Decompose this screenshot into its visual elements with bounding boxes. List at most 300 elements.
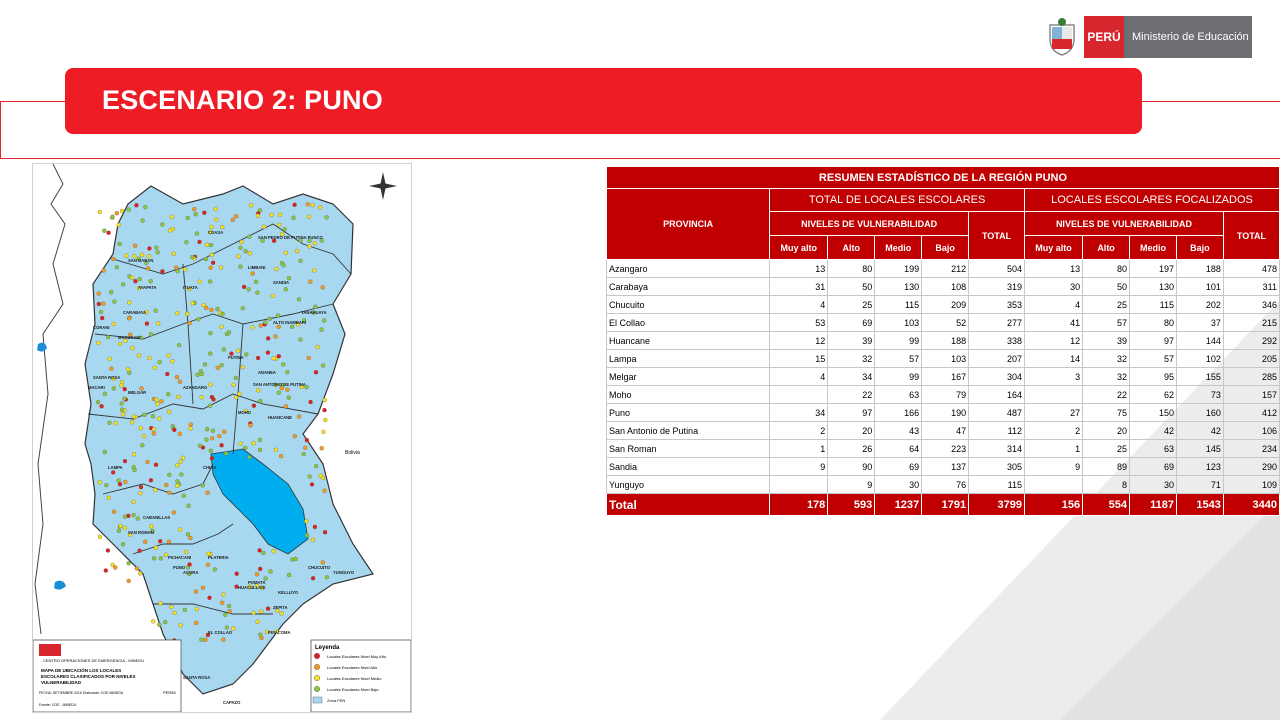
school-marker	[118, 482, 122, 486]
school-marker	[142, 413, 146, 417]
school-marker	[243, 446, 247, 450]
school-marker	[240, 240, 244, 244]
school-marker	[322, 430, 326, 434]
school-marker	[108, 421, 112, 425]
map-place-label: SAN PEDRO DE PUTINA PUNCO	[258, 235, 323, 240]
value-cell: 197	[1130, 260, 1177, 278]
school-marker	[187, 504, 191, 508]
map-place-label: HUACULLANI	[238, 585, 266, 590]
school-marker	[277, 325, 281, 329]
school-marker	[305, 438, 309, 442]
school-marker	[132, 415, 136, 419]
school-marker	[154, 246, 158, 250]
table-body	[607, 260, 1280, 516]
value-cell: 25	[828, 296, 875, 314]
school-marker	[154, 463, 158, 467]
map-place-label: YUNGUYO	[333, 570, 355, 575]
school-marker	[133, 244, 137, 248]
school-marker	[146, 460, 150, 464]
value-cell: 63	[1130, 440, 1177, 458]
level-medio: Medio	[875, 236, 922, 260]
school-marker	[258, 448, 262, 452]
school-marker	[139, 426, 143, 430]
value-cell: 69	[875, 458, 922, 476]
school-marker	[102, 229, 106, 233]
value-cell: 42	[1176, 422, 1223, 440]
school-marker	[274, 267, 278, 271]
school-marker	[281, 362, 285, 366]
value-cell: 50	[828, 278, 875, 296]
school-marker	[249, 423, 253, 427]
school-marker	[99, 310, 103, 314]
school-marker	[123, 387, 127, 391]
school-marker	[158, 360, 162, 364]
school-marker	[167, 353, 171, 357]
school-marker	[293, 203, 297, 207]
school-marker	[200, 395, 204, 399]
value-cell: 89	[1083, 458, 1130, 476]
value-cell: 285	[1223, 368, 1279, 386]
school-marker	[235, 572, 239, 576]
province-cell: El Collao	[607, 314, 770, 332]
school-marker	[157, 623, 161, 627]
school-marker	[210, 456, 214, 460]
value-cell: 13	[770, 260, 828, 278]
school-marker	[188, 563, 192, 567]
value-cell: 1791	[922, 494, 969, 516]
map-place-label: PICHACANI	[168, 555, 192, 560]
school-marker	[310, 482, 314, 486]
school-marker	[166, 392, 170, 396]
school-marker	[98, 535, 102, 539]
school-marker	[194, 212, 198, 216]
school-marker	[156, 321, 160, 325]
value-cell: 290	[1223, 458, 1279, 476]
table-row	[607, 404, 1280, 422]
school-marker	[123, 459, 127, 463]
school-marker	[134, 203, 138, 207]
school-marker	[274, 448, 278, 452]
school-marker	[154, 546, 158, 550]
map-info-code: PER65	[163, 690, 176, 695]
school-marker	[143, 540, 147, 544]
value-cell: 30	[1130, 476, 1177, 494]
map-place-label: ZEPITA	[273, 605, 288, 610]
school-marker	[201, 483, 205, 487]
school-marker	[182, 494, 186, 498]
school-marker	[238, 392, 242, 396]
school-marker	[223, 613, 227, 617]
school-marker	[109, 367, 113, 371]
map-place-label: LIMBANI	[248, 265, 266, 270]
school-marker	[277, 391, 281, 395]
school-marker	[271, 294, 275, 298]
level-alto: Alto	[828, 236, 875, 260]
map-place-label: AZANGARO	[183, 385, 208, 390]
value-cell: 63	[875, 386, 922, 404]
school-marker	[175, 463, 179, 467]
school-marker	[323, 408, 327, 412]
school-marker	[325, 215, 329, 219]
value-cell: 188	[922, 332, 969, 350]
school-marker	[208, 382, 212, 386]
province-cell: Puno	[607, 404, 770, 422]
school-marker	[248, 235, 252, 239]
school-marker	[309, 400, 313, 404]
value-cell: 41	[1024, 314, 1082, 332]
value-cell: 43	[875, 422, 922, 440]
value-cell: 304	[969, 368, 1025, 386]
value-cell: 25	[1083, 296, 1130, 314]
school-marker	[97, 292, 101, 296]
legend-title: Leyenda	[315, 645, 340, 651]
school-marker	[117, 529, 121, 533]
value-cell: 20	[828, 422, 875, 440]
logo-ministry: Ministerio de Educación	[1124, 16, 1252, 58]
school-marker	[285, 388, 289, 392]
school-marker	[210, 225, 214, 229]
school-marker	[209, 266, 213, 270]
school-marker	[115, 265, 119, 269]
value-cell: 145	[1176, 440, 1223, 458]
school-marker	[278, 213, 282, 217]
school-marker	[107, 231, 111, 235]
school-marker	[103, 392, 107, 396]
value-cell: 25	[1083, 440, 1130, 458]
table-row	[607, 278, 1280, 296]
school-marker	[251, 272, 255, 276]
school-marker	[152, 432, 156, 436]
school-marker	[219, 266, 223, 270]
school-marker	[234, 376, 238, 380]
map-place-label: COASA	[208, 230, 224, 235]
school-marker	[297, 297, 301, 301]
map-place-label: SAN GABAN	[128, 258, 154, 263]
school-marker	[153, 366, 157, 370]
value-cell: 90	[828, 458, 875, 476]
value-cell: 15	[770, 350, 828, 368]
school-marker	[323, 530, 327, 534]
school-marker	[211, 261, 215, 265]
school-marker	[155, 398, 159, 402]
school-marker	[130, 276, 134, 280]
school-marker	[283, 227, 287, 231]
school-marker	[234, 395, 238, 399]
stats-table	[606, 166, 1280, 516]
table-row	[607, 476, 1280, 494]
map-info-title-1: MAPA DE UBICACIÓN LOS LOCALES	[41, 668, 122, 673]
school-marker	[127, 301, 131, 305]
school-marker	[107, 496, 111, 500]
table-row	[607, 368, 1280, 386]
school-marker	[167, 473, 171, 477]
level-muy-alto-focal: Muy alto	[1024, 236, 1082, 260]
school-marker	[147, 356, 151, 360]
school-marker	[106, 335, 110, 339]
school-marker	[213, 568, 217, 572]
school-marker	[307, 215, 311, 219]
school-marker	[178, 380, 182, 384]
school-marker	[145, 322, 149, 326]
school-marker	[311, 538, 315, 542]
school-marker	[249, 203, 253, 207]
school-marker	[177, 343, 181, 347]
school-marker	[263, 320, 267, 324]
value-cell: 554	[1083, 494, 1130, 516]
puno-map-svg	[33, 164, 411, 712]
value-cell: 9	[1024, 458, 1082, 476]
school-marker	[313, 525, 317, 529]
school-marker	[297, 415, 301, 419]
value-cell: 69	[828, 314, 875, 332]
school-marker	[165, 372, 169, 376]
map-place-label: CABANILLAS	[143, 515, 171, 520]
school-marker	[276, 314, 280, 318]
school-marker	[307, 356, 311, 360]
school-marker	[130, 346, 134, 350]
school-marker	[155, 402, 159, 406]
school-marker	[201, 586, 205, 590]
value-cell: 209	[922, 296, 969, 314]
school-marker	[221, 638, 225, 642]
value-cell	[770, 476, 828, 494]
school-marker	[247, 455, 251, 459]
value-cell: 13	[1024, 260, 1082, 278]
school-marker	[139, 485, 143, 489]
school-marker	[183, 608, 187, 612]
province-cell: Melgar	[607, 368, 770, 386]
school-marker	[208, 331, 212, 335]
school-marker	[181, 456, 185, 460]
value-cell: 188	[1176, 260, 1223, 278]
school-marker	[291, 216, 295, 220]
school-marker	[294, 557, 298, 561]
value-cell: 157	[1223, 386, 1279, 404]
school-marker	[256, 388, 260, 392]
legend-label: Locales Escolares Nivel Alto	[327, 665, 378, 670]
value-cell: 20	[1083, 422, 1130, 440]
value-cell: 319	[969, 278, 1025, 296]
value-cell: 202	[1176, 296, 1223, 314]
value-cell: 292	[1223, 332, 1279, 350]
school-marker	[149, 332, 153, 336]
school-marker	[163, 620, 167, 624]
value-cell: 2	[770, 422, 828, 440]
school-marker	[186, 532, 190, 536]
school-marker	[117, 479, 121, 483]
province-cell: Sandia	[607, 458, 770, 476]
school-marker	[318, 205, 322, 209]
school-marker	[132, 452, 136, 456]
value-cell: 103	[922, 350, 969, 368]
school-marker	[252, 441, 256, 445]
school-marker	[185, 312, 189, 316]
value-cell: 115	[969, 476, 1025, 494]
school-marker	[100, 316, 104, 320]
value-cell: 42	[1130, 422, 1177, 440]
school-marker	[104, 483, 108, 487]
school-marker	[320, 328, 324, 332]
value-cell: 103	[875, 314, 922, 332]
value-cell: 69	[1130, 458, 1177, 476]
school-marker	[118, 242, 122, 246]
school-marker	[254, 280, 258, 284]
school-marker	[258, 548, 262, 552]
value-cell: 57	[875, 350, 922, 368]
map-info-source: Fuente: COE - MINEDU	[39, 703, 77, 707]
value-cell: 593	[828, 494, 875, 516]
map-info-author: Elaborado: COE MINEDU	[83, 691, 124, 695]
school-marker	[287, 396, 291, 400]
school-marker	[220, 325, 224, 329]
value-cell: 155	[1176, 368, 1223, 386]
map-place-label: MOHO	[238, 410, 252, 415]
table-row	[607, 386, 1280, 404]
value-cell: 22	[1083, 386, 1130, 404]
school-marker	[112, 386, 116, 390]
map-info-org: CENTRO OPERACIONES DE EMERGENCIA - MINEDU	[43, 658, 145, 663]
value-cell: 39	[828, 332, 875, 350]
school-marker	[227, 330, 231, 334]
school-marker	[127, 208, 131, 212]
value-cell: 115	[1130, 296, 1177, 314]
value-cell: 9	[828, 476, 875, 494]
school-marker	[194, 621, 198, 625]
school-marker	[192, 207, 196, 211]
map-place-label: PUTINA	[228, 355, 244, 360]
school-marker	[321, 560, 325, 564]
school-marker	[188, 536, 192, 540]
school-marker	[137, 353, 141, 357]
school-marker	[213, 207, 217, 211]
school-marker	[196, 317, 200, 321]
value-cell: 3799	[969, 494, 1025, 516]
value-cell: 4	[1024, 296, 1082, 314]
school-marker	[259, 610, 263, 614]
province-cell: San Antonio de Putina	[607, 422, 770, 440]
legend-swatch	[314, 686, 320, 692]
map-place-label: ALTO INAMBARI	[273, 320, 307, 325]
value-cell: 412	[1223, 404, 1279, 422]
value-cell: 12	[1024, 332, 1082, 350]
map-place-label: KELLUYO	[278, 590, 299, 595]
value-cell: 27	[1024, 404, 1082, 422]
school-marker	[170, 359, 174, 363]
total-header-2: TOTAL	[1223, 212, 1279, 260]
school-marker	[307, 245, 311, 249]
table-row	[607, 350, 1280, 368]
school-marker	[96, 341, 100, 345]
school-marker	[170, 215, 174, 219]
school-marker	[314, 464, 318, 468]
table-row	[607, 296, 1280, 314]
school-marker	[210, 253, 214, 257]
school-marker	[160, 223, 164, 227]
value-cell: 215	[1223, 314, 1279, 332]
school-marker	[167, 540, 171, 544]
school-marker	[184, 550, 188, 554]
school-marker	[277, 223, 281, 227]
school-marker	[285, 370, 289, 374]
school-marker	[112, 300, 116, 304]
school-marker	[272, 356, 276, 360]
school-marker	[205, 427, 209, 431]
value-cell: 80	[1083, 260, 1130, 278]
value-cell: 32	[828, 350, 875, 368]
school-marker	[319, 474, 323, 478]
school-marker	[303, 446, 307, 450]
school-marker	[255, 572, 259, 576]
school-marker	[284, 251, 288, 255]
legend-label: Locales Escolares Nivel Muy Alto	[327, 654, 386, 659]
province-cell: Huancane	[607, 332, 770, 350]
level-muy-alto: Muy alto	[770, 236, 828, 260]
school-marker	[302, 452, 306, 456]
value-cell: 3	[1024, 368, 1082, 386]
value-cell: 2	[1024, 422, 1082, 440]
value-cell: 71	[1176, 476, 1223, 494]
school-marker	[123, 515, 127, 519]
map-place-label: YANAHUAYA	[301, 310, 327, 315]
map-place-label: CHUCUITO	[308, 565, 331, 570]
school-marker	[121, 542, 125, 546]
school-marker	[236, 349, 240, 353]
school-marker	[239, 265, 243, 269]
school-marker	[202, 303, 206, 307]
school-marker	[112, 322, 116, 326]
table-row	[607, 458, 1280, 476]
table-row	[607, 422, 1280, 440]
school-marker	[256, 620, 260, 624]
school-marker	[174, 266, 178, 270]
school-marker	[202, 211, 206, 215]
school-marker	[312, 268, 316, 272]
value-cell: 4	[770, 296, 828, 314]
school-marker	[122, 397, 126, 401]
school-marker	[132, 513, 136, 517]
school-marker	[149, 478, 153, 482]
school-marker	[113, 566, 117, 570]
school-marker	[101, 302, 105, 306]
school-marker	[232, 383, 236, 387]
value-cell: 73	[1176, 386, 1223, 404]
value-cell: 39	[1083, 332, 1130, 350]
school-marker	[151, 619, 155, 623]
school-marker	[280, 611, 284, 615]
map-place-label: CAPAZO	[223, 700, 241, 705]
school-marker	[133, 279, 137, 283]
value-cell: 108	[922, 278, 969, 296]
value-cell: 115	[875, 296, 922, 314]
school-marker	[133, 468, 137, 472]
school-marker	[119, 384, 123, 388]
school-marker	[179, 473, 183, 477]
value-cell: 346	[1223, 296, 1279, 314]
school-marker	[111, 257, 115, 261]
school-marker	[306, 202, 310, 206]
table-total-row	[607, 494, 1280, 516]
school-marker	[269, 570, 273, 574]
school-marker	[234, 214, 238, 218]
level-medio-focal: Medio	[1130, 236, 1177, 260]
school-marker	[168, 491, 172, 495]
school-marker	[120, 402, 124, 406]
value-cell: 57	[1130, 350, 1177, 368]
map-place-label: PISACOMA	[268, 630, 291, 635]
school-marker	[104, 569, 108, 573]
school-marker	[136, 517, 140, 521]
value-cell: 30	[875, 476, 922, 494]
